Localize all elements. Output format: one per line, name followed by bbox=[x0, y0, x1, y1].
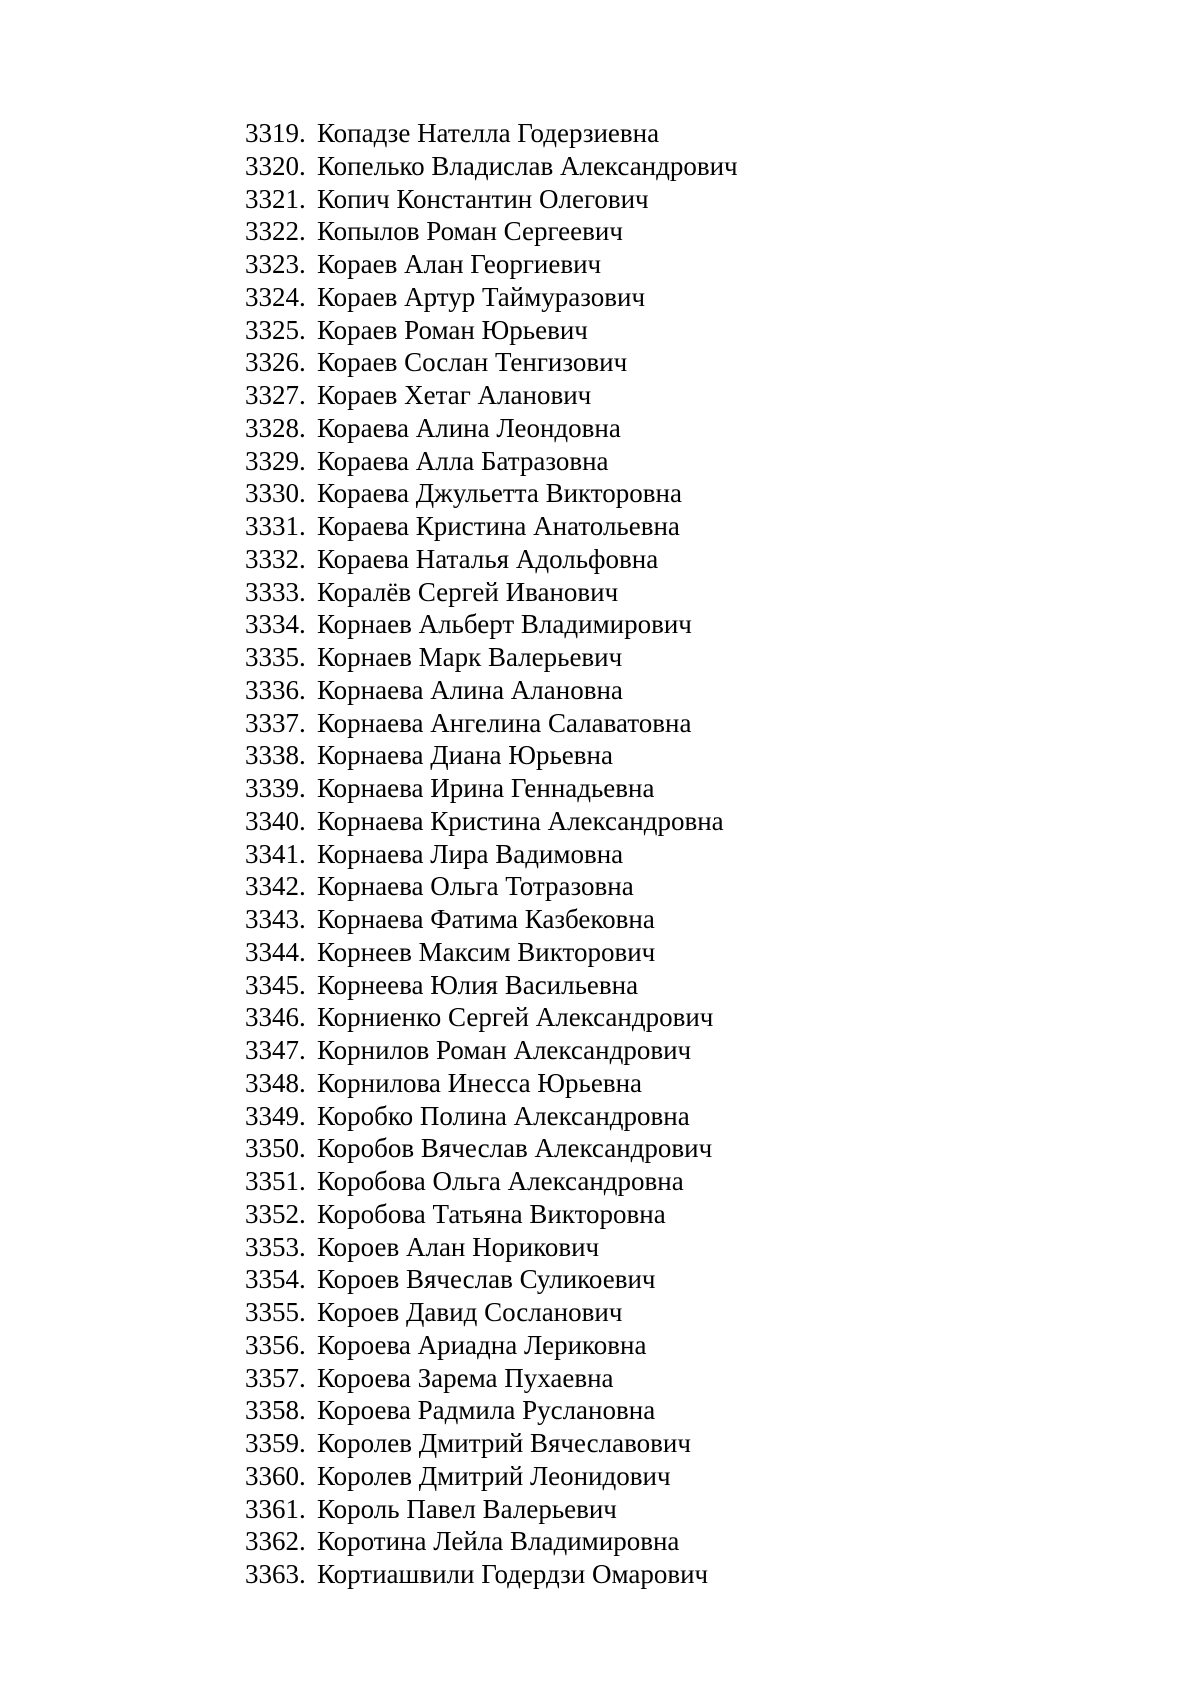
entry-name: Короева Радмила Руслановна bbox=[317, 1395, 656, 1426]
entry-number: 3352. bbox=[245, 1198, 306, 1229]
list-item bbox=[245, 707, 738, 740]
entry-name: Корнаева Ирина Геннадьевна bbox=[317, 773, 655, 803]
entry-name: Корнаева Фатима Казбековна bbox=[317, 904, 655, 934]
entry-number: 3329. bbox=[245, 445, 306, 476]
entry-number: 3354. bbox=[245, 1264, 306, 1295]
list-item bbox=[245, 739, 738, 772]
list-item bbox=[245, 1362, 738, 1395]
list-item bbox=[245, 1427, 738, 1460]
entry-number: 3344. bbox=[245, 936, 306, 967]
list-item bbox=[245, 477, 738, 510]
entry-number: 3358. bbox=[245, 1395, 306, 1426]
entry-name: Корнаева Лира Вадимовна bbox=[317, 838, 624, 869]
entry-name: Кортиашвили Годердзи Омарович bbox=[317, 1559, 709, 1589]
entry-name: Кораева Джульетта Викторовна bbox=[317, 478, 682, 509]
list-item bbox=[245, 641, 738, 674]
entry-number: 3325. bbox=[245, 314, 306, 345]
list-item bbox=[245, 1558, 738, 1591]
entry-name: Коробко Полина Александровна bbox=[317, 1100, 690, 1131]
list-item bbox=[245, 674, 738, 707]
list-item bbox=[245, 117, 738, 150]
entry-number: 3350. bbox=[245, 1133, 306, 1164]
entry-number: 3327. bbox=[245, 380, 306, 410]
entry-number: 3326. bbox=[245, 347, 306, 378]
entry-number: 3340. bbox=[245, 805, 306, 836]
entry-number: 3334. bbox=[245, 609, 306, 640]
entry-name: Короева Зарема Пухаевна bbox=[317, 1362, 614, 1393]
entry-name: Кораев Роман Юрьевич bbox=[317, 314, 588, 345]
entry-name: Корнеев Максим Викторович bbox=[317, 936, 656, 967]
entry-name: Копадзе Нателла Годерзиевна bbox=[317, 118, 660, 148]
name-list bbox=[245, 117, 738, 1591]
list-item bbox=[245, 969, 738, 1002]
entry-number: 3355. bbox=[245, 1297, 306, 1327]
entry-name: Корнаева Ольга Тотразовна bbox=[317, 871, 634, 902]
entry-name: Король Павел Валерьевич bbox=[317, 1493, 617, 1524]
entry-number: 3359. bbox=[245, 1428, 306, 1458]
entry-name: Корнилов Роман Александрович bbox=[317, 1035, 692, 1065]
entry-name: Коробова Ольга Александровна bbox=[317, 1166, 684, 1196]
list-item bbox=[245, 936, 738, 969]
list-item bbox=[245, 281, 738, 314]
entry-name: Копылов Роман Сергеевич bbox=[317, 216, 623, 247]
entry-number: 3356. bbox=[245, 1329, 306, 1360]
list-item bbox=[245, 445, 738, 478]
list-item bbox=[245, 1067, 738, 1100]
entry-number: 3345. bbox=[245, 969, 306, 1000]
list-item bbox=[245, 215, 738, 248]
list-item bbox=[245, 1263, 738, 1296]
entry-number: 3319. bbox=[245, 118, 306, 148]
entry-name: Корнаева Кристина Александровна bbox=[317, 805, 724, 836]
entry-number: 3353. bbox=[245, 1231, 306, 1262]
entry-name: Короева Ариадна Лериковна bbox=[317, 1329, 647, 1360]
entry-number: 3357. bbox=[245, 1362, 306, 1393]
list-item bbox=[245, 248, 738, 281]
list-item bbox=[245, 314, 738, 347]
entry-number: 3336. bbox=[245, 674, 306, 705]
entry-number: 3343. bbox=[245, 904, 306, 934]
entry-name: Корниенко Сергей Александрович bbox=[317, 1002, 714, 1033]
list-item bbox=[245, 608, 738, 641]
entry-name: Корнаева Ангелина Салаватовна bbox=[317, 707, 692, 738]
entry-name: Кораева Наталья Адольфовна bbox=[317, 543, 659, 574]
entry-name: Коротина Лейла Владимировна bbox=[317, 1526, 680, 1557]
list-item bbox=[245, 805, 738, 838]
entry-number: 3351. bbox=[245, 1166, 306, 1196]
list-item bbox=[245, 379, 738, 412]
entry-number: 3320. bbox=[245, 150, 306, 181]
entry-number: 3348. bbox=[245, 1067, 306, 1098]
entry-number: 3322. bbox=[245, 216, 306, 247]
list-item bbox=[245, 510, 738, 543]
list-item bbox=[245, 838, 738, 871]
entry-number: 3341. bbox=[245, 838, 306, 869]
entry-number: 3342. bbox=[245, 871, 306, 902]
entry-name: Коробов Вячеслав Александрович bbox=[317, 1133, 713, 1164]
entry-number: 3338. bbox=[245, 740, 306, 771]
list-item bbox=[245, 1100, 738, 1133]
list-item bbox=[245, 1198, 738, 1231]
list-item bbox=[245, 1132, 738, 1165]
entry-number: 3360. bbox=[245, 1460, 306, 1491]
entry-number: 3349. bbox=[245, 1100, 306, 1131]
entry-number: 3331. bbox=[245, 511, 306, 541]
entry-number: 3335. bbox=[245, 642, 306, 672]
entry-name: Копич Константин Олегович bbox=[317, 183, 649, 214]
entry-name: Кораев Хетаг Аланович bbox=[317, 380, 592, 410]
entry-name: Копелько Владислав Александрович bbox=[317, 150, 738, 181]
list-item bbox=[245, 1460, 738, 1493]
entry-name: Корнилова Инесса Юрьевна bbox=[317, 1067, 643, 1098]
entry-number: 3332. bbox=[245, 543, 306, 574]
list-item bbox=[245, 346, 738, 379]
entry-number: 3346. bbox=[245, 1002, 306, 1033]
list-item bbox=[245, 1034, 738, 1067]
list-item bbox=[245, 870, 738, 903]
list-item bbox=[245, 576, 738, 609]
list-item bbox=[245, 1525, 738, 1558]
list-item bbox=[245, 772, 738, 805]
list-item bbox=[245, 1165, 738, 1198]
entry-number: 3321. bbox=[245, 183, 306, 214]
list-item bbox=[245, 183, 738, 216]
entry-number: 3323. bbox=[245, 249, 306, 279]
entry-number: 3361. bbox=[245, 1493, 306, 1524]
entry-number: 3363. bbox=[245, 1559, 306, 1589]
entry-name: Корнаева Диана Юрьевна bbox=[317, 740, 613, 771]
entry-name: Кораев Алан Георгиевич bbox=[317, 249, 602, 279]
entry-name: Коралёв Сергей Иванович bbox=[317, 576, 619, 607]
entry-name: Короев Вячеслав Суликоевич bbox=[317, 1264, 656, 1295]
list-item bbox=[245, 1296, 738, 1329]
entry-number: 3333. bbox=[245, 576, 306, 607]
entry-number: 3347. bbox=[245, 1035, 306, 1065]
entry-name: Кораева Алла Батразовна bbox=[317, 445, 609, 476]
entry-name: Кораев Артур Таймуразович bbox=[317, 281, 646, 312]
entry-name: Корнаева Алина Алановна bbox=[317, 674, 623, 705]
entry-number: 3324. bbox=[245, 281, 306, 312]
entry-name: Кораева Алина Леондовна bbox=[317, 412, 621, 443]
entry-name: Корнаев Марк Валерьевич bbox=[317, 642, 623, 672]
entry-name: Королев Дмитрий Леонидович bbox=[317, 1460, 671, 1491]
entry-name: Коробова Татьяна Викторовна bbox=[317, 1198, 666, 1229]
entry-name: Королев Дмитрий Вячеславович bbox=[317, 1428, 691, 1458]
entry-number: 3328. bbox=[245, 412, 306, 443]
list-item bbox=[245, 1394, 738, 1427]
entry-number: 3339. bbox=[245, 773, 306, 803]
list-item bbox=[245, 1329, 738, 1362]
list-item bbox=[245, 412, 738, 445]
entry-name: Корнеева Юлия Васильевна bbox=[317, 969, 639, 1000]
list-item bbox=[245, 1001, 738, 1034]
entry-number: 3362. bbox=[245, 1526, 306, 1557]
entry-name: Кораев Сослан Тенгизович bbox=[317, 347, 628, 378]
entry-name: Короев Алан Норикович bbox=[317, 1231, 600, 1262]
entry-name: Корнаев Альберт Владимирович bbox=[317, 609, 692, 640]
list-item bbox=[245, 150, 738, 183]
list-item bbox=[245, 903, 738, 936]
list-item bbox=[245, 543, 738, 576]
entry-number: 3330. bbox=[245, 478, 306, 509]
entry-name: Короев Давид Сосланович bbox=[317, 1297, 623, 1327]
entry-name: Кораева Кристина Анатольевна bbox=[317, 511, 680, 541]
list-item bbox=[245, 1231, 738, 1264]
list-item bbox=[245, 1493, 738, 1526]
entry-number: 3337. bbox=[245, 707, 306, 738]
